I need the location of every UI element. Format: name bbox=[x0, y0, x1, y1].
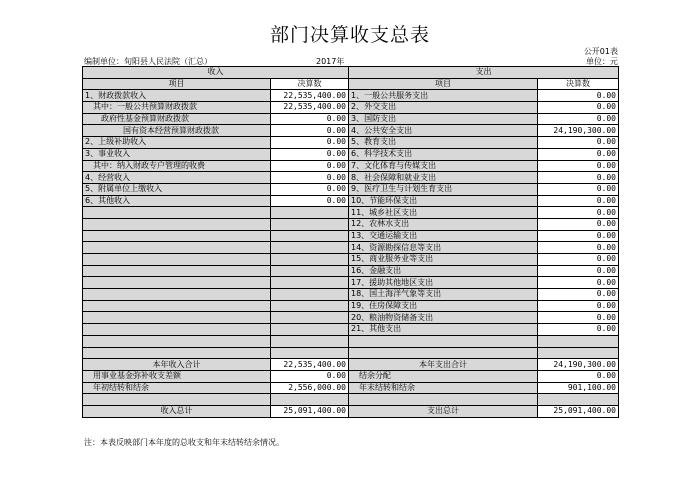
blank-cell bbox=[349, 335, 538, 347]
expense-item-label: 7、文化体育与传媒支出 bbox=[349, 160, 538, 172]
total-value: 25,091,400.00 bbox=[538, 405, 619, 417]
page-title: 部门决算收支总表 bbox=[269, 24, 430, 46]
table-row bbox=[83, 312, 619, 324]
table-row bbox=[83, 230, 619, 242]
expense-item-value: 0.00 bbox=[538, 254, 619, 266]
income-blank-value bbox=[271, 218, 349, 230]
income-item-value: 0.00 bbox=[271, 160, 349, 172]
expense-item-value: 0.00 bbox=[538, 172, 619, 184]
income-item-value: 0.00 bbox=[271, 183, 349, 195]
expense-item-value: 0.00 bbox=[538, 113, 619, 125]
table-row bbox=[83, 113, 619, 125]
total-row bbox=[83, 382, 619, 394]
income-item-label: 4、经营收入 bbox=[83, 172, 271, 184]
expense-item-label: 18、国土海洋气象等支出 bbox=[349, 289, 538, 301]
table-row bbox=[83, 265, 619, 277]
total-row bbox=[83, 370, 619, 382]
income-blank-label bbox=[83, 230, 271, 242]
table-note: 注：本表反映部门本年度的总收支和年末结转结余情况。 bbox=[84, 438, 284, 447]
income-blank-value bbox=[271, 265, 349, 277]
expense-item-value: 0.00 bbox=[538, 312, 619, 324]
income-item-label: 其中：纳入财政专户管理的收费 bbox=[83, 160, 271, 172]
income-item-value: 0.00 bbox=[271, 195, 349, 207]
expense-item-value: 0.00 bbox=[538, 137, 619, 149]
blank-cell bbox=[538, 335, 619, 347]
income-blank-label bbox=[83, 300, 271, 312]
income-item-label: 5、附属单位上缴收入 bbox=[83, 183, 271, 195]
income-blank-label bbox=[83, 265, 271, 277]
expense-item-label: 20、粮油物资储备支出 bbox=[349, 312, 538, 324]
reporting-unit: 编制单位：旬阳县人民法院（汇总） bbox=[84, 57, 212, 66]
expense-item-value: 0.00 bbox=[538, 300, 619, 312]
blank-cell bbox=[538, 394, 619, 406]
expense-item-label: 1、一般公共服务支出 bbox=[349, 90, 538, 102]
total-value: 0.00 bbox=[538, 370, 619, 382]
table-row bbox=[83, 172, 619, 184]
expense-item-label: 14、资源勘探信息等支出 bbox=[349, 242, 538, 254]
table-row bbox=[83, 242, 619, 254]
income-blank-value bbox=[271, 242, 349, 254]
blank-cell bbox=[83, 347, 271, 359]
table-row bbox=[83, 160, 619, 172]
income-blank-value bbox=[271, 300, 349, 312]
income-item-header: 项目 bbox=[83, 78, 271, 90]
expense-item-value: 0.00 bbox=[538, 90, 619, 102]
income-blank-value bbox=[271, 289, 349, 301]
blank-cell bbox=[83, 394, 271, 406]
total-value: 25,091,400.00 bbox=[271, 405, 349, 417]
income-item-value: 0.00 bbox=[271, 172, 349, 184]
income-item-label: 3、事业收入 bbox=[83, 148, 271, 160]
expense-item-label: 10、节能环保支出 bbox=[349, 195, 538, 207]
table-row bbox=[83, 148, 619, 160]
expense-item-value: 0.00 bbox=[538, 195, 619, 207]
expense-item-value: 0.00 bbox=[538, 277, 619, 289]
expense-item-label: 19、住房保障支出 bbox=[349, 300, 538, 312]
income-item-value: 0.00 bbox=[271, 113, 349, 125]
income-item-label: 政府性基金预算财政拨款 bbox=[83, 113, 271, 125]
expense-item-value: 0.00 bbox=[538, 207, 619, 219]
expense-item-label: 11、城乡社区支出 bbox=[349, 207, 538, 219]
income-blank-label bbox=[83, 242, 271, 254]
expense-item-value: 0.00 bbox=[538, 324, 619, 336]
table-row bbox=[83, 90, 619, 102]
expense-item-label: 4、公共安全支出 bbox=[349, 125, 538, 137]
income-blank-label bbox=[83, 254, 271, 266]
income-item-value: 0.00 bbox=[271, 148, 349, 160]
spacer-row bbox=[83, 335, 619, 347]
income-item-label: 国有资本经营预算财政拨款 bbox=[83, 125, 271, 137]
expense-item-label: 13、交通运输支出 bbox=[349, 230, 538, 242]
expense-header: 支出 bbox=[349, 67, 619, 79]
spacer-row bbox=[83, 394, 619, 406]
total-row bbox=[83, 405, 619, 417]
blank-cell bbox=[538, 347, 619, 359]
expense-item-value: 0.00 bbox=[538, 218, 619, 230]
spacer-row bbox=[83, 347, 619, 359]
table-row bbox=[83, 137, 619, 149]
total-label: 本年收入合计 bbox=[83, 359, 271, 371]
income-blank-value bbox=[271, 230, 349, 242]
total-label: 年初结转和结余 bbox=[83, 382, 271, 394]
total-value: 901,100.00 bbox=[538, 382, 619, 394]
table-row bbox=[83, 195, 619, 207]
income-blank-value bbox=[271, 207, 349, 219]
table-row bbox=[83, 183, 619, 195]
form-code: 公开01表 bbox=[583, 47, 618, 56]
income-blank-label bbox=[83, 312, 271, 324]
income-item-label: 1、财政拨款收入 bbox=[83, 90, 271, 102]
total-label: 本年支出合计 bbox=[349, 359, 538, 371]
table-row bbox=[83, 324, 619, 336]
income-blank-label bbox=[83, 207, 271, 219]
expense-item-label: 17、援助其他地区支出 bbox=[349, 277, 538, 289]
income-blank-value bbox=[271, 254, 349, 266]
income-amount-header: 决算数 bbox=[271, 78, 349, 90]
total-value: 2,556,000.00 bbox=[271, 382, 349, 394]
income-expense-table bbox=[82, 66, 619, 418]
total-value: 0.00 bbox=[271, 370, 349, 382]
blank-cell bbox=[83, 335, 271, 347]
expense-item-label: 3、国防支出 bbox=[349, 113, 538, 125]
table-row bbox=[83, 289, 619, 301]
income-blank-label bbox=[83, 277, 271, 289]
income-item-label: 2、上级补助收入 bbox=[83, 137, 271, 149]
expense-item-value: 0.00 bbox=[538, 230, 619, 242]
income-blank-value bbox=[271, 312, 349, 324]
expense-amount-header: 决算数 bbox=[538, 78, 619, 90]
total-value: 24,190,300.00 bbox=[538, 359, 619, 371]
total-label: 年末结转和结余 bbox=[349, 382, 538, 394]
blank-cell bbox=[349, 347, 538, 359]
table-row bbox=[83, 207, 619, 219]
expense-item-value: 0.00 bbox=[538, 183, 619, 195]
total-row bbox=[83, 359, 619, 371]
expense-item-label: 12、农林水支出 bbox=[349, 218, 538, 230]
expense-item-label: 2、外交支出 bbox=[349, 102, 538, 114]
blank-cell bbox=[349, 394, 538, 406]
table-row bbox=[83, 254, 619, 266]
expense-item-value: 24,190,300.00 bbox=[538, 125, 619, 137]
income-item-value: 22,535,400.00 bbox=[271, 90, 349, 102]
table-row bbox=[83, 300, 619, 312]
income-blank-label bbox=[83, 324, 271, 336]
blank-cell bbox=[271, 347, 349, 359]
blank-cell bbox=[271, 335, 349, 347]
income-blank-value bbox=[271, 277, 349, 289]
expense-item-label: 5、教育支出 bbox=[349, 137, 538, 149]
income-item-label: 6、其他收入 bbox=[83, 195, 271, 207]
income-item-label: 其中：一般公共预算财政拨款 bbox=[83, 102, 271, 114]
expense-item-value: 0.00 bbox=[538, 160, 619, 172]
table-row bbox=[83, 102, 619, 114]
expense-item-label: 8、社会保障和就业支出 bbox=[349, 172, 538, 184]
expense-item-label: 21、其他支出 bbox=[349, 324, 538, 336]
expense-item-value: 0.00 bbox=[538, 102, 619, 114]
income-blank-label bbox=[83, 218, 271, 230]
expense-item-value: 0.00 bbox=[538, 148, 619, 160]
expense-item-label: 9、医疗卫生与计划生育支出 bbox=[349, 183, 538, 195]
table-row bbox=[83, 218, 619, 230]
expense-item-value: 0.00 bbox=[538, 289, 619, 301]
table-row bbox=[83, 277, 619, 289]
expense-item-label: 15、商业服务业等支出 bbox=[349, 254, 538, 266]
expense-item-label: 16、金融支出 bbox=[349, 265, 538, 277]
income-item-value: 0.00 bbox=[271, 125, 349, 137]
total-label: 收入总计 bbox=[83, 405, 271, 417]
total-label: 用事业基金弥补收支差额 bbox=[83, 370, 271, 382]
total-value: 22,535,400.00 bbox=[271, 359, 349, 371]
expense-item-value: 0.00 bbox=[538, 265, 619, 277]
income-item-value: 0.00 bbox=[271, 137, 349, 149]
income-item-value: 22,535,400.00 bbox=[271, 102, 349, 114]
expense-item-value: 0.00 bbox=[538, 242, 619, 254]
table-row bbox=[83, 125, 619, 137]
expense-item-header: 项目 bbox=[349, 78, 538, 90]
expense-item-label: 6、科学技术支出 bbox=[349, 148, 538, 160]
income-blank-label bbox=[83, 289, 271, 301]
report-year: 2017年 bbox=[316, 57, 345, 66]
total-label: 结余分配 bbox=[349, 370, 538, 382]
income-header: 收入 bbox=[83, 67, 349, 79]
blank-cell bbox=[271, 394, 349, 406]
total-label: 支出总计 bbox=[349, 405, 538, 417]
income-blank-value bbox=[271, 324, 349, 336]
currency-unit: 单位：元 bbox=[586, 57, 618, 66]
